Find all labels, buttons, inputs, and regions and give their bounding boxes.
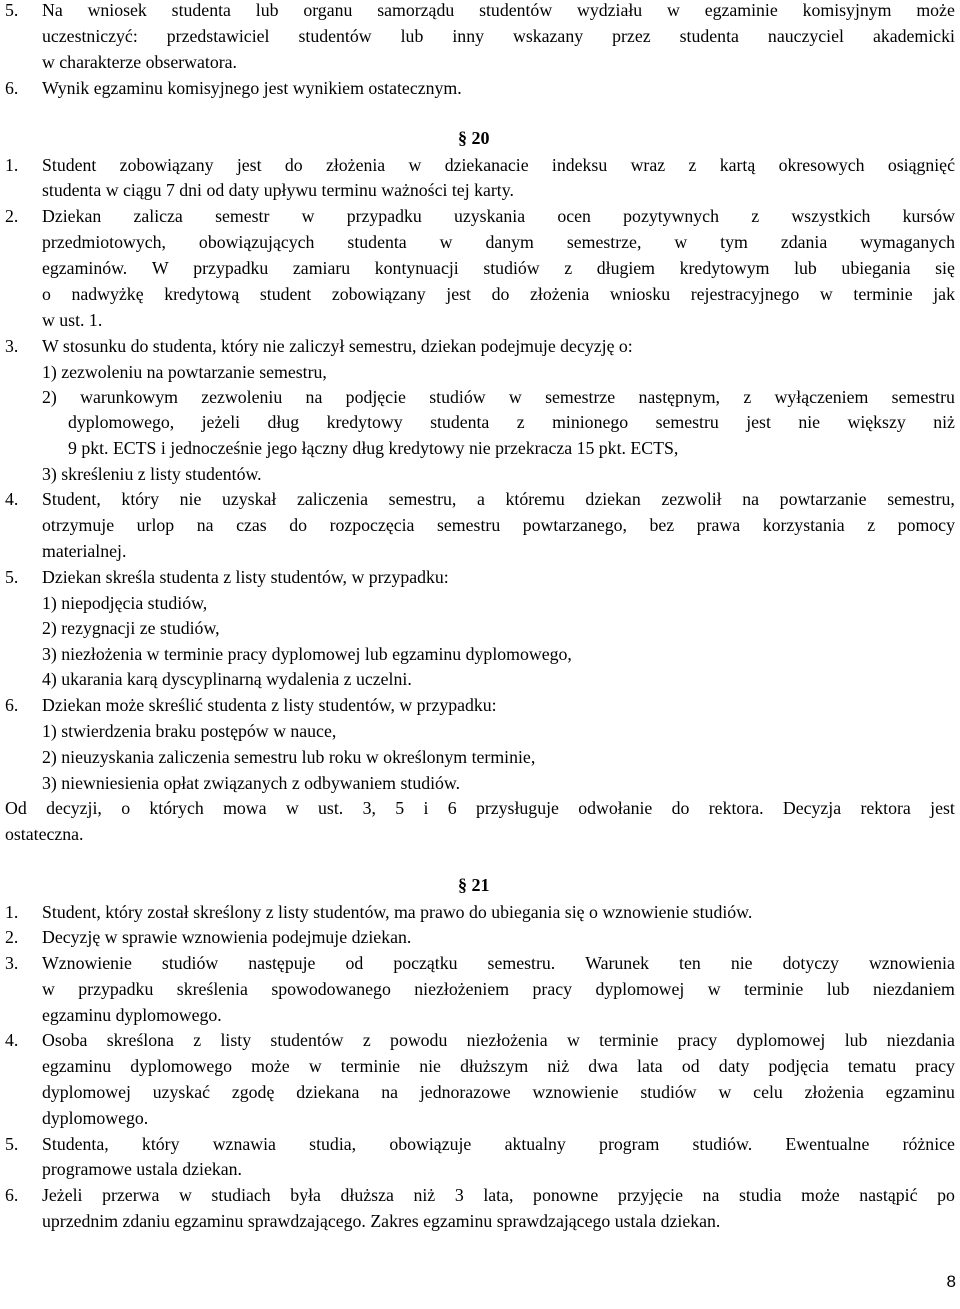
section-heading: § 21 xyxy=(458,875,490,895)
paragraph-line: ostateczna. xyxy=(5,824,84,844)
item-number: 6. xyxy=(5,695,19,715)
paragraph-line: Od decyzji, o których mowa w ust. 3, 5 i 6 przysługuje odwołanie do rektora. Decyzja rektora jest xyxy=(5,798,955,818)
list-item: 2) rezygnacji ze studiów, xyxy=(42,618,220,638)
item-number: 3. xyxy=(5,336,19,356)
item-number: 5. xyxy=(5,0,19,20)
list-item: 3) niewniesienia opłat związanych z odbywaniem studiów. xyxy=(42,773,461,793)
paragraph-line: W stosunku do studenta, który nie zaliczył semestru, dziekan podejmuje decyzję o: xyxy=(42,336,633,356)
paragraph-line: Dziekan skreśla studenta z listy studentów, w przypadku: xyxy=(42,567,449,587)
item-number: 4. xyxy=(5,1030,19,1050)
paragraph-line: o nadwyżkę kredytową student zobowiązany jest do złożenia wniosku rejestracyjnego w terminie jak xyxy=(42,284,955,304)
paragraph-line: egzaminu dyplomowego może w terminie nie dłuższym niż dwa lata od daty podjęcia tematu pracy xyxy=(42,1056,955,1076)
paragraph-line: w przypadku skreślenia spowodowanego niezłożeniem pracy dyplomowej w terminie lub niezdaniem xyxy=(42,979,955,999)
section-heading: § 20 xyxy=(458,128,490,148)
paragraph-line: materialnej. xyxy=(42,541,127,561)
paragraph-line: Student zobowiązany jest do złożenia w dziekanacie indeksu wraz z kartą okresowych osiągnięć xyxy=(42,155,955,175)
paragraph-line: studenta w ciągu 7 dni od daty upływu terminu ważności tej karty. xyxy=(42,180,514,200)
list-item: 1) stwierdzenia braku postępów w nauce, xyxy=(42,721,337,741)
paragraph-line: programowe ustala dziekan. xyxy=(42,1159,242,1179)
paragraph-line: Student, który został skreślony z listy studentów, ma prawo do ubiegania się o wznowienie studiów. xyxy=(42,902,753,922)
page-number: 8 xyxy=(946,1272,956,1291)
paragraph-line: Studenta, który wznawia studia, obowiązuje aktualny program studiów. Ewentualne różnice xyxy=(42,1134,955,1154)
item-number: 1. xyxy=(5,155,19,175)
item-number: 5. xyxy=(5,1134,19,1154)
paragraph-line: egzaminów. W przypadku zamiaru kontynuacji studiów z długiem kredytowym lub ubiegania się xyxy=(42,258,955,278)
paragraph-line: w charakterze obserwatora. xyxy=(42,52,237,72)
list-item: 3) skreśleniu z listy studentów. xyxy=(42,464,262,484)
paragraph-line: Wznowienie studiów następuje od początku semestru. Warunek ten nie dotyczy wznowienia xyxy=(42,953,955,973)
list-item: 1) niepodjęcia studiów, xyxy=(42,593,208,613)
list-item: 3) niezłożenia w terminie pracy dyplomowej lub egzaminu dyplomowego, xyxy=(42,644,572,664)
paragraph-line: egzaminu dyplomowego. xyxy=(42,1005,222,1025)
item-number: 6. xyxy=(5,78,19,98)
paragraph-line: Dziekan zalicza semestr w przypadku uzyskania ocen pozytywnych z wszystkich kursów xyxy=(42,206,955,226)
paragraph-line: Wynik egzaminu komisyjnego jest wynikiem ostatecznym. xyxy=(42,78,462,98)
list-item: 1) zezwoleniu na powtarzanie semestru, xyxy=(42,362,327,382)
item-number: 1. xyxy=(5,902,19,922)
paragraph-line: Osoba skreślona z listy studentów z powodu niezłożenia w terminie pracy dyplomowej lub niezdania xyxy=(42,1030,955,1050)
paragraph-line: uczestniczyć: przedstawiciel studentów lub inny wskazany przez studenta nauczyciel akademicki xyxy=(42,26,955,46)
paragraph-line: Student, który nie uzyskał zaliczenia semestru, a któremu dziekan zezwolił na powtarzanie semestru, xyxy=(42,489,955,509)
item-number: 6. xyxy=(5,1185,19,1205)
list-item: 2) nieuzyskania zaliczenia semestru lub roku w określonym terminie, xyxy=(42,747,536,767)
paragraph-line: 9 pkt. ECTS i jednocześnie jego łączny dług kredytowy nie przekracza 15 pkt. ECTS, xyxy=(68,438,679,458)
paragraph-line: uprzednim zdaniu egzaminu sprawdzającego. Zakres egzaminu sprawdzającego ustala dziekan. xyxy=(42,1211,721,1231)
paragraph-line: w ust. 1. xyxy=(42,310,103,330)
paragraph-line: Decyzję w sprawie wznowienia podejmuje dziekan. xyxy=(42,927,412,947)
paragraph-line: dyplomowego, jeżeli dług kredytowy studenta z minionego semestru jest nie większy niż xyxy=(68,412,955,432)
paragraph-line: przedmiotowych, obowiązujących studenta w danym semestrze, w tym zdania wymaganych xyxy=(42,232,955,252)
item-number: 5. xyxy=(5,567,19,587)
list-item: 4) ukarania karą dyscyplinarną wydalenia z uczelni. xyxy=(42,669,412,689)
paragraph-line: Na wniosek studenta lub organu samorządu studentów wydziału w egzaminie komisyjnym może xyxy=(42,0,955,20)
paragraph-line: otrzymuje urlop na czas do rozpoczęcia semestru powtarzanego, bez prawa korzystania z pomocy xyxy=(42,515,955,535)
paragraph-line: dyplomowej uzyskać zgodę dziekana na jednorazowe wznowienie studiów w celu złożenia egzaminu xyxy=(42,1082,955,1102)
paragraph-line: Jeżeli przerwa w studiach była dłuższa niż 3 lata, ponowne przyjęcie na studia może nastąpić po xyxy=(42,1185,955,1205)
item-number: 3. xyxy=(5,953,19,973)
item-number: 4. xyxy=(5,489,19,509)
paragraph-line: Dziekan może skreślić studenta z listy studentów, w przypadku: xyxy=(42,695,497,715)
item-number: 2. xyxy=(5,927,19,947)
list-item: 2) warunkowym zezwoleniu na podjęcie studiów w semestrze następnym, z wyłączeniem semestru xyxy=(42,387,955,407)
paragraph-line: dyplomowego. xyxy=(42,1108,149,1128)
item-number: 2. xyxy=(5,206,19,226)
